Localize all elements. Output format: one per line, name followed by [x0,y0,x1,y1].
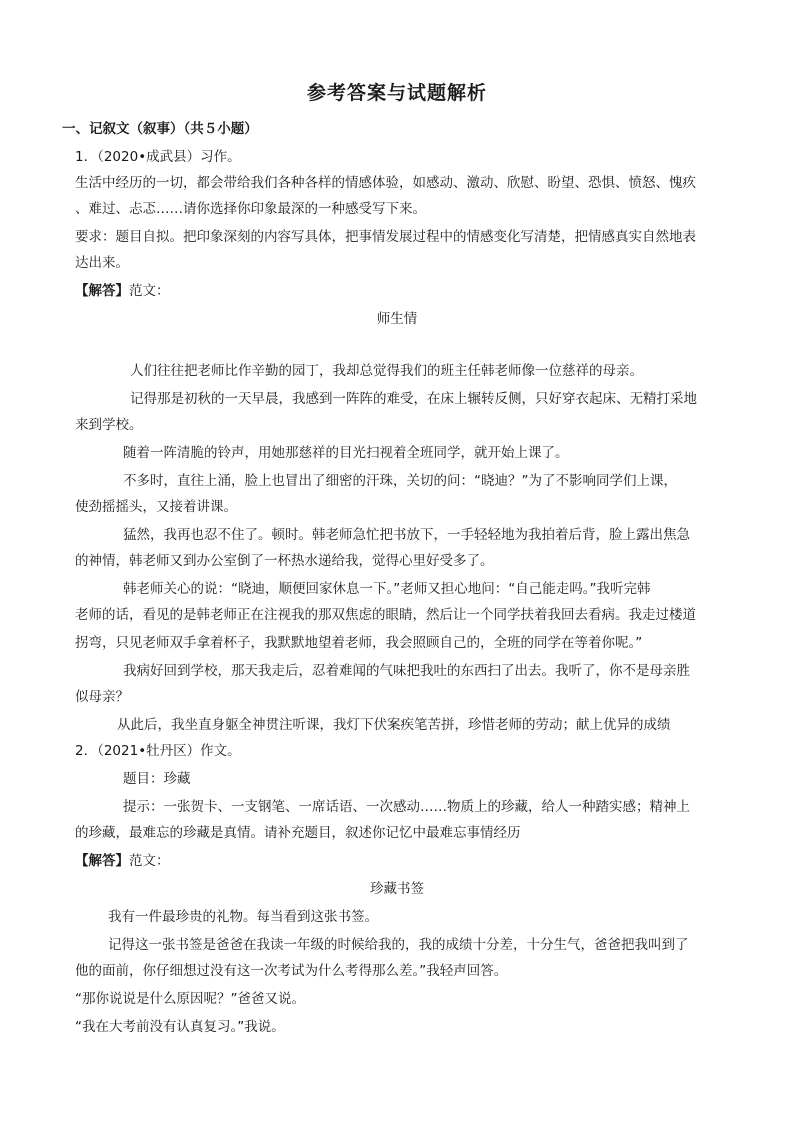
essay-2-line: 记得这一张书签是爸爸在我读一年级的时候给我的，我的成绩十分差，十分生气，爸爸把我叫到了 [108,937,689,953]
essay-1-line: 猛然，我再也忍不住了。顿时。韩老师急忙把书放下，一手轻轻地为我拍着后背，脸上露出焦急 [123,527,690,543]
question-2-hint-line-2: 的珍藏，最难忘的珍藏是真情。请补充题目，叙述你记忆中最难忘事情经历 [75,825,521,841]
essay-2-line: “那你说说是什么原因呢？”爸爸又说。 [75,991,305,1007]
essay-1-line: 韩老师关心的说：“晓迪，顺便回家休息一下。”老师又担心地问：“自己能走吗。”我听完韩 [123,581,651,597]
answer-text: 范文： [129,853,170,869]
essay-2-line: 他的面前，你仔细想过没有这一次考试为什么考得那么差。”我轻声回答。 [75,963,508,979]
essay-1-line: 从此后，我坐直身躯全神贯注听课，我灯下伏案疾笔苦拼，珍惜老师的劳动；献上优异的成绩 [117,717,671,733]
question-2-topic: 题目：珍藏 [123,771,191,787]
answer-text: 范文： [129,283,170,299]
essay-1-title: 师生情 [376,311,418,327]
essay-1-line: 随着一阵清脆的铃声，用她那慈祥的目光扫视着全班同学，就开始上课了。 [123,445,569,461]
answer-label: 【解答】 [75,283,129,299]
question-1-requirement-line-2: 达出来。 [75,255,129,271]
question-2-answer [75,852,170,870]
question-1-prompt-line-1: 生活中经历的一切，都会带给我们各种各样的情感体验，如感动、激动、欣慰、盼望、恐惧、愤怒、愧疚 [75,175,696,191]
question-2-stem: 2．（2021•牡丹区）作文。 [75,743,241,759]
essay-1-line: 使劲摇摇头，又接着讲课。 [75,499,237,515]
section-heading: 一、记叙文（叙事）（共５小题） [62,121,258,137]
question-1-requirement-line-1: 要求：题目自拟。把印象深刻的内容写具体，把事情发展过程中的情感变化写清楚，把情感真实自然地表 [75,229,696,245]
essay-1-line: 不多时，直往上涌，脸上也冒出了细密的汗珠，关切的问：“晓迪？”为了不影响同学们上课， [123,473,677,489]
essay-1-line: 我病好回到学校，那天我走后，忍着难闻的气味把我吐的东西扫了出去。我听了，你不是母亲胜 [123,663,690,679]
page-title: 参考答案与试题解析 [306,82,487,104]
essay-2-line: 我有一件最珍贵的礼物。每当看到这张书签。 [108,909,378,925]
essay-1-line: 来到学校。 [75,417,143,433]
essay-1-line: 人们往往把老师比作辛勤的园丁，我却总觉得我们的班主任韩老师像一位慈祥的母亲。 [130,363,643,379]
question-1-answer [75,282,170,300]
answer-label: 【解答】 [75,853,129,869]
essay-1-line: 老师的话，看见的是韩老师正在注视我的那双焦虑的眼睛，然后让一个同学扶着我回去看病。我走过楼道 [75,607,696,623]
essay-2-title: 珍藏书签 [370,881,424,897]
question-2-hint-line-1: 提示：一张贺卡、一支钢笔、一席话语、一次感动……物质上的珍藏，给人一种踏实感；精神上 [123,799,690,815]
essay-1-line: 记得那是初秋的一天早晨，我感到一阵阵的难受，在床上辗转反侧，只好穿衣起床、无精打采地 [130,391,697,407]
essay-1-line: 的神情，韩老师又到办公室倒了一杯热水递给我，觉得心里好受多了。 [75,553,494,569]
essay-2-line: “我在大考前没有认真复习。”我说。 [75,1019,285,1035]
question-1-stem: 1．（2020•成武县）习作。 [75,149,241,165]
essay-1-line: 似母亲？ [75,689,129,705]
question-1-prompt-line-2: 、难过、忐忑……请你选择你印象最深的一种感受写下来。 [75,201,426,217]
essay-1-line: 拐弯，只见老师双手拿着杯子，我默默地望着老师，我会照顾自己的，全班的同学在等着你呢。” [75,635,643,651]
